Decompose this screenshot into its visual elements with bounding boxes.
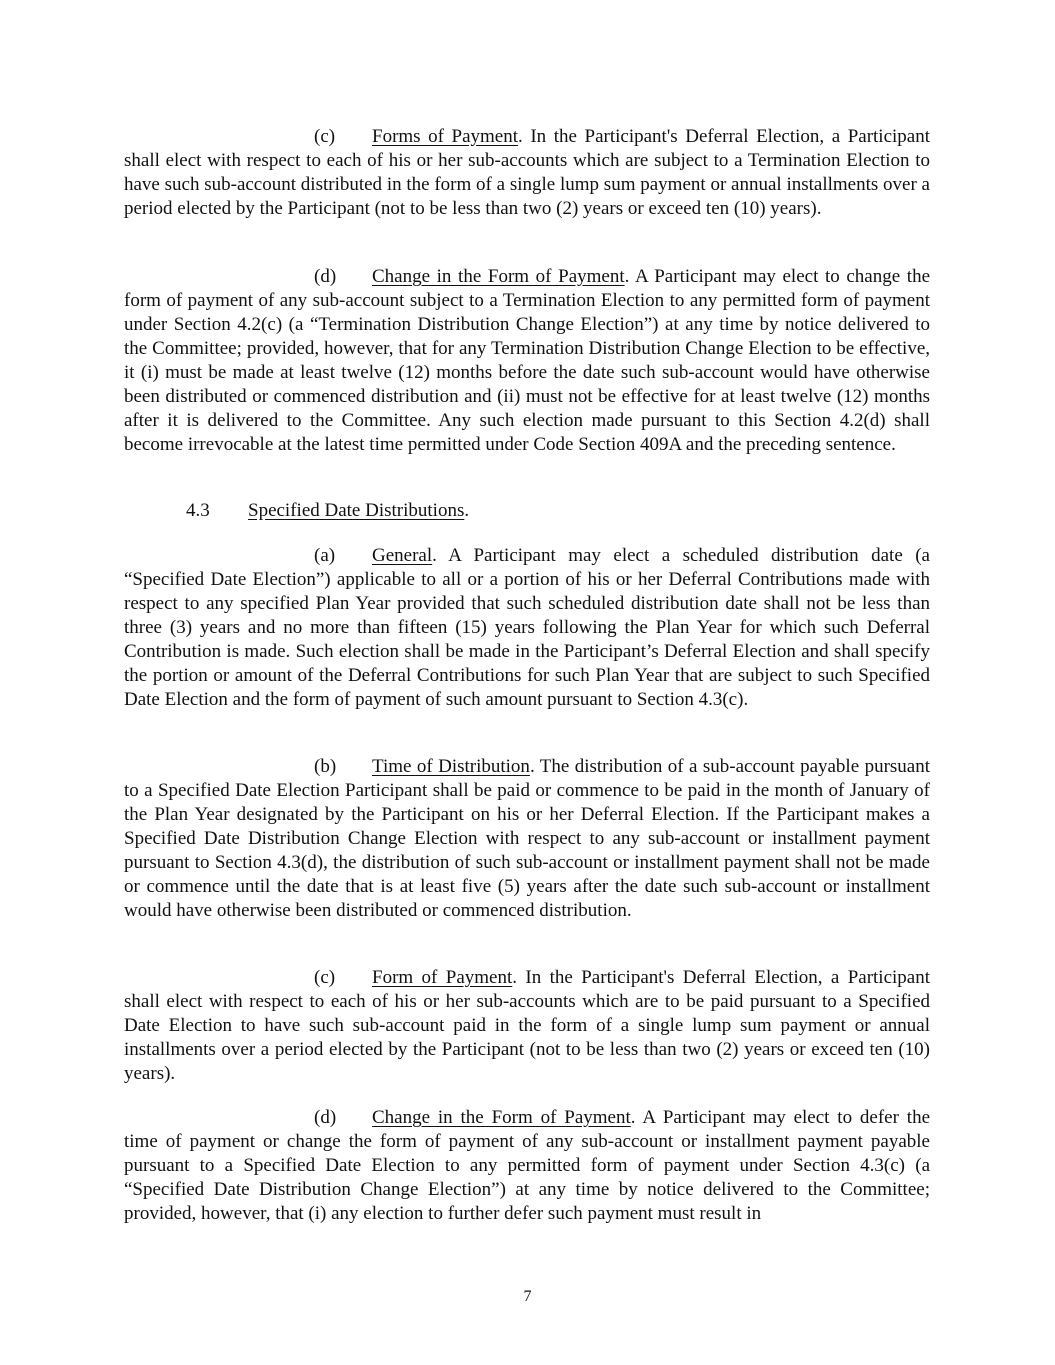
clause-label: (a) <box>314 545 336 566</box>
clause-label: (d) <box>314 266 337 287</box>
section-4-3-heading <box>186 499 469 523</box>
clause-title: Change in the Form of Payment <box>372 1107 631 1128</box>
clause-text: . A Participant may elect to change the form of payment of any sub-account subject to a Termination Election to any permitted form of payment under Section 4.2(c) (a “Termination Distribution Change Election”) at any time by notice delivered to the Committee; provided, however, that for any Termination Distribution Change Election to be effective, it (i) must be made at least twelve (12) months before the date such sub-account would have otherwise been distributed or commenced distribution and (ii) must not be effective for at least twelve (12) months after it is delivered to the Committee. Any such election made pursuant to this Section 4.2(d) shall become irrevocable at the latest time permitted under Code Section 409A and the preceding sentence. <box>124 266 930 455</box>
section-4-3-c-paragraph <box>124 966 930 1086</box>
clause-title: Forms of Payment <box>372 126 519 147</box>
clause-title: Time of Distribution <box>372 756 530 777</box>
clause-text: . A Participant may elect a scheduled distribution date (a “Specified Date Election”) applicable to all or a portion of his or her Deferral Contributions made with respect to any specified Plan Year provided that such scheduled distribution date shall not be less than three (3) years and no more than fifteen (15) years following the Plan Year for which such Deferral Contribution is made. Such election shall be made in the Participant’s Deferral Election and shall specify the portion or amount of the Deferral Contributions for such Plan Year that are subject to such Specified Date Election and the form of payment of such amount pursuant to Section 4.3(c). <box>124 545 930 710</box>
section-title: Specified Date Distributions <box>248 500 465 521</box>
section-4-2-c-paragraph <box>124 125 930 221</box>
clause-label: (b) <box>314 756 337 777</box>
clause-text: . A Participant may elect to defer the time of payment or change the form of payment of any sub-account or installment payment payable pursuant to a Specified Date Election to any permitted form of payment under Section 4.3(c) (a “Specified Date Distribution Change Election”) at any time by notice delivered to the Committee; provided, however, that (i) any election to further defer such payment must result in <box>124 1107 930 1224</box>
section-4-3-d-paragraph <box>124 1106 930 1226</box>
clause-title: Change in the Form of Payment <box>372 266 625 287</box>
clause-title: General <box>372 545 433 566</box>
clause-text: . In the Participant's Deferral Election, a Participant shall elect with respect to each of his or her sub-accounts which are to be paid pursuant to a Specified Date Election to have such sub-account paid in the form of a single lump sum payment or annual installments over a period elected by the Participant (not to be less than two (2) years or exceed ten (10) years). <box>124 967 930 1084</box>
clause-label: (d) <box>314 1107 337 1128</box>
clause-text: . The distribution of a sub-account payable pursuant to a Specified Date Election Participant shall be paid or commence to be paid in the month of January of the Plan Year designated by the Participant on his or her Deferral Election. If the Participant makes a Specified Date Distribution Change Election with respect to any sub-account or installment payment pursuant to Section 4.3(d), the distribution of such sub-account or installment payment shall not be made or commence until the date that is at least five (5) years after the date such sub-account or installment would have otherwise been distributed or commenced distribution. <box>124 756 930 921</box>
clause-label: (c) <box>314 126 336 147</box>
section-4-3-b-paragraph <box>124 755 930 923</box>
clause-label: (c) <box>314 967 336 988</box>
section-4-2-d-paragraph <box>124 265 930 457</box>
clause-text: . In the Participant's Deferral Election, a Participant shall elect with respect to each of his or her sub-accounts which are subject to a Termination Election to have such sub-account distributed in the form of a single lump sum payment or annual installments over a period elected by the Participant (not to be less than two (2) years or exceed ten (10) years). <box>124 126 931 219</box>
page-number: 7 <box>523 1288 532 1305</box>
section-title-suffix: . <box>464 500 470 521</box>
clause-title: Form of Payment <box>372 967 513 988</box>
section-number: 4.3 <box>186 500 210 521</box>
section-4-3-a-paragraph <box>124 544 930 712</box>
